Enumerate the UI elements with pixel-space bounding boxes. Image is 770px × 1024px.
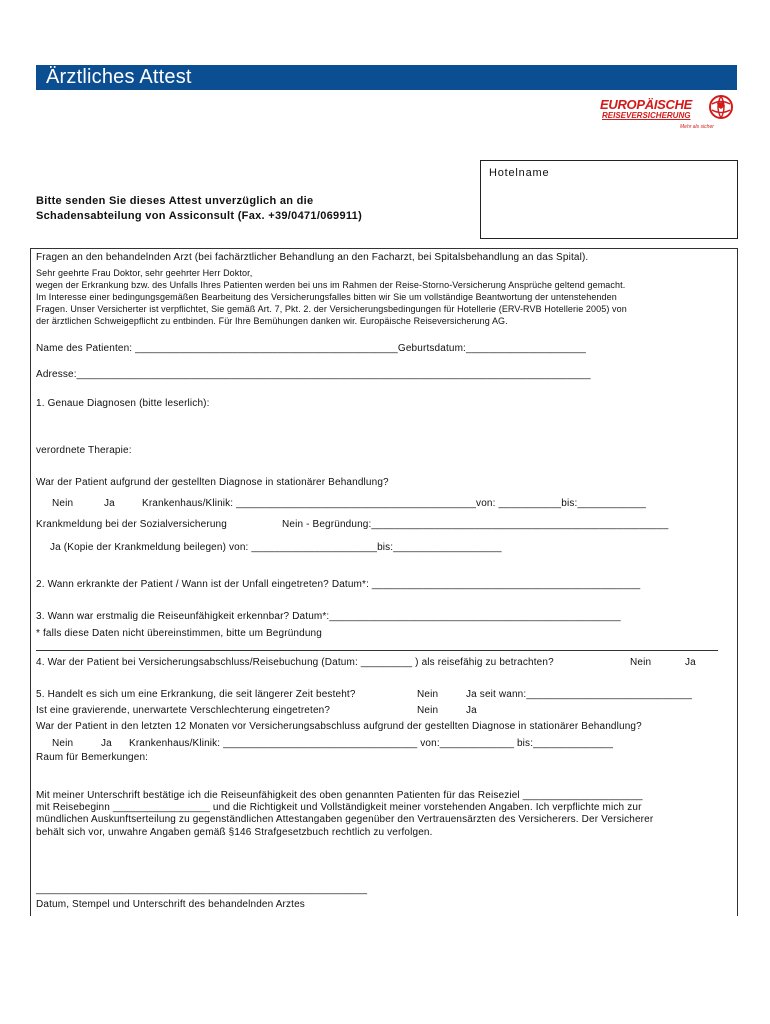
declaration-line4: behält sich vor, unwahre Angaben gemäß §146 Strafgesetzbuch rechtlich zu verfolgen. [36, 827, 433, 838]
send-notice-line2: Schadensabteilung von Assiconsult (Fax. +39/0471/069911) [36, 210, 363, 222]
inpatient-question: War der Patient aufgrund der gestellten Diagnose in stationärer Behandlung? [36, 477, 389, 488]
send-notice [36, 194, 362, 224]
section-divider [30, 248, 738, 249]
sick-note-label: Krankmeldung bei der Sozialversicherung [36, 519, 227, 530]
q5b-question: Ist eine gravierende, unerwartete Verschlechterung eingetreten? [36, 705, 331, 716]
q4-yes-option[interactable]: Ja [685, 657, 696, 668]
q3-note: * falls diese Daten nicht übereinstimmen, bitte um Begründung [36, 628, 322, 639]
q5-yes-field[interactable]: Ja seit wann:_____________________________ [466, 689, 692, 700]
inpatient-yes-option[interactable]: Ja [104, 498, 115, 509]
declaration-line3: mündlichen Auskunftserteilung zu gegenständlichen Attestangaben gegenüber den Vertrauensärzten des Versicherers. Der Versicherer [36, 814, 654, 825]
logo-line1: EUROPÄISCHE [600, 97, 693, 112]
globe-icon [708, 94, 734, 120]
declaration-line1: Mit meiner Unterschrift bestätige ich die Reiseunfähigkeit des oben genannten Patienten für das Reiseziel _____________________ [36, 790, 643, 801]
q5c-hospital-field[interactable]: Krankenhaus/Klinik: __________________________________ von:_____________ bis:______________ [129, 738, 614, 749]
q5-no-option[interactable]: Nein [417, 689, 439, 700]
send-notice-line1: Bitte senden Sie dieses Attest unverzüglich an die [36, 195, 314, 207]
q3-reason-line[interactable] [36, 650, 718, 651]
q3-field[interactable]: 3. Wann war erstmalig die Reiseunfähigkeit erkennbar? Datum*:___________________________________________________ [36, 611, 621, 622]
hotel-name-label: Hotelname [489, 167, 550, 179]
signature-line[interactable]: __________________________________________________________ [36, 884, 368, 895]
right-border [737, 248, 738, 916]
q4-field[interactable]: 4. War der Patient bei Versicherungsabschluss/Reisebuchung (Datum: _________ ) als reisefähig zu betrachten? [36, 657, 554, 668]
hotel-name-box[interactable] [480, 160, 738, 239]
therapy-label: verordnete Therapie: [36, 445, 132, 456]
q4-no-option[interactable]: Nein [630, 657, 652, 668]
declaration-line2: mit Reisebeginn _________________ und die Richtigkeit und Vollständigkeit meiner vorstehenden Angaben. Ich verpflichte mich zur [36, 802, 642, 813]
signature-label: Datum, Stempel und Unterschrift des behandelnden Arztes [36, 899, 305, 910]
intro-line4: Im Interesse einer bedingungsgemäßen Bearbeitung des Versicherungsfalles bitten wir Sie um vollständige Beantwortung der untenstehenden [36, 292, 617, 302]
inpatient-hospital-field[interactable]: Krankenhaus/Klinik: __________________________________________von: ___________bis:____________ [142, 498, 647, 509]
logo-tagline: Mehr als sicher [680, 124, 714, 130]
intro-line6: der ärztlichen Schweigepflicht zu entbinden. Für Ihre Bemühungen danken wir. Europäische Reiseversicherung AG. [36, 316, 508, 326]
remarks-label: Raum für Bemerkungen: [36, 752, 149, 763]
q2-field[interactable]: 2. Wann erkrankte der Patient / Wann ist der Unfall eingetreten? Datum*: _______________________________________________ [36, 579, 641, 590]
address-field[interactable]: Adresse:__________________________________________________________________________________________ [36, 369, 591, 380]
q5-question: 5. Handelt es sich um eine Erkrankung, die seit längerer Zeit besteht? [36, 689, 356, 700]
q5c-question: War der Patient in den letzten 12 Monaten vor Versicherungsabschluss aufgrund der gestellten Diagnose in stationärer Behandlung? [36, 721, 642, 732]
document-title: Ärztliches Attest [46, 66, 192, 88]
company-logo [600, 94, 735, 134]
q5c-no-option[interactable]: Nein [52, 738, 74, 749]
intro-line5: Fragen. Unser Versicherter ist verpflichtet, Sie gemäß Art. 7, Pkt. 2. der Versicherungsbedingungen für Hotellerie (ERV-RVB Hotellerie 2005) von [36, 304, 627, 314]
q5c-yes-option[interactable]: Ja [101, 738, 112, 749]
sick-note-yes-field[interactable]: Ja (Kopie der Krankmeldung beilegen) von: ______________________bis:___________________ [50, 542, 502, 553]
title-bar [36, 65, 737, 90]
sick-note-no-field[interactable]: Nein - Begründung:____________________________________________________ [282, 519, 669, 530]
diagnosis-label: 1. Genaue Diagnosen (bitte leserlich): [36, 398, 210, 409]
q5b-yes-option[interactable]: Ja [466, 705, 477, 716]
inpatient-no-option[interactable]: Nein [52, 498, 74, 509]
intro-line2: Sehr geehrte Frau Doktor, sehr geehrter Herr Doktor, [36, 268, 253, 278]
intro-line3: wegen der Erkrankung bzw. des Unfalls Ihres Patienten werden bei uns im Rahmen der Reise-Storno-Versicherung Ansprüche geltend gemacht. [36, 280, 626, 290]
q5b-no-option[interactable]: Nein [417, 705, 439, 716]
intro-line1: Fragen an den behandelnden Arzt (bei fachärztlicher Behandlung an den Facharzt, bei Spitalsbehandlung an das Spital). [36, 252, 589, 263]
logo-line2: REISEVERSICHERUNG [602, 111, 691, 120]
patient-name-field[interactable]: Name des Patienten: ______________________________________________Geburtsdatum:_____________________ [36, 343, 586, 354]
left-border [30, 248, 31, 916]
